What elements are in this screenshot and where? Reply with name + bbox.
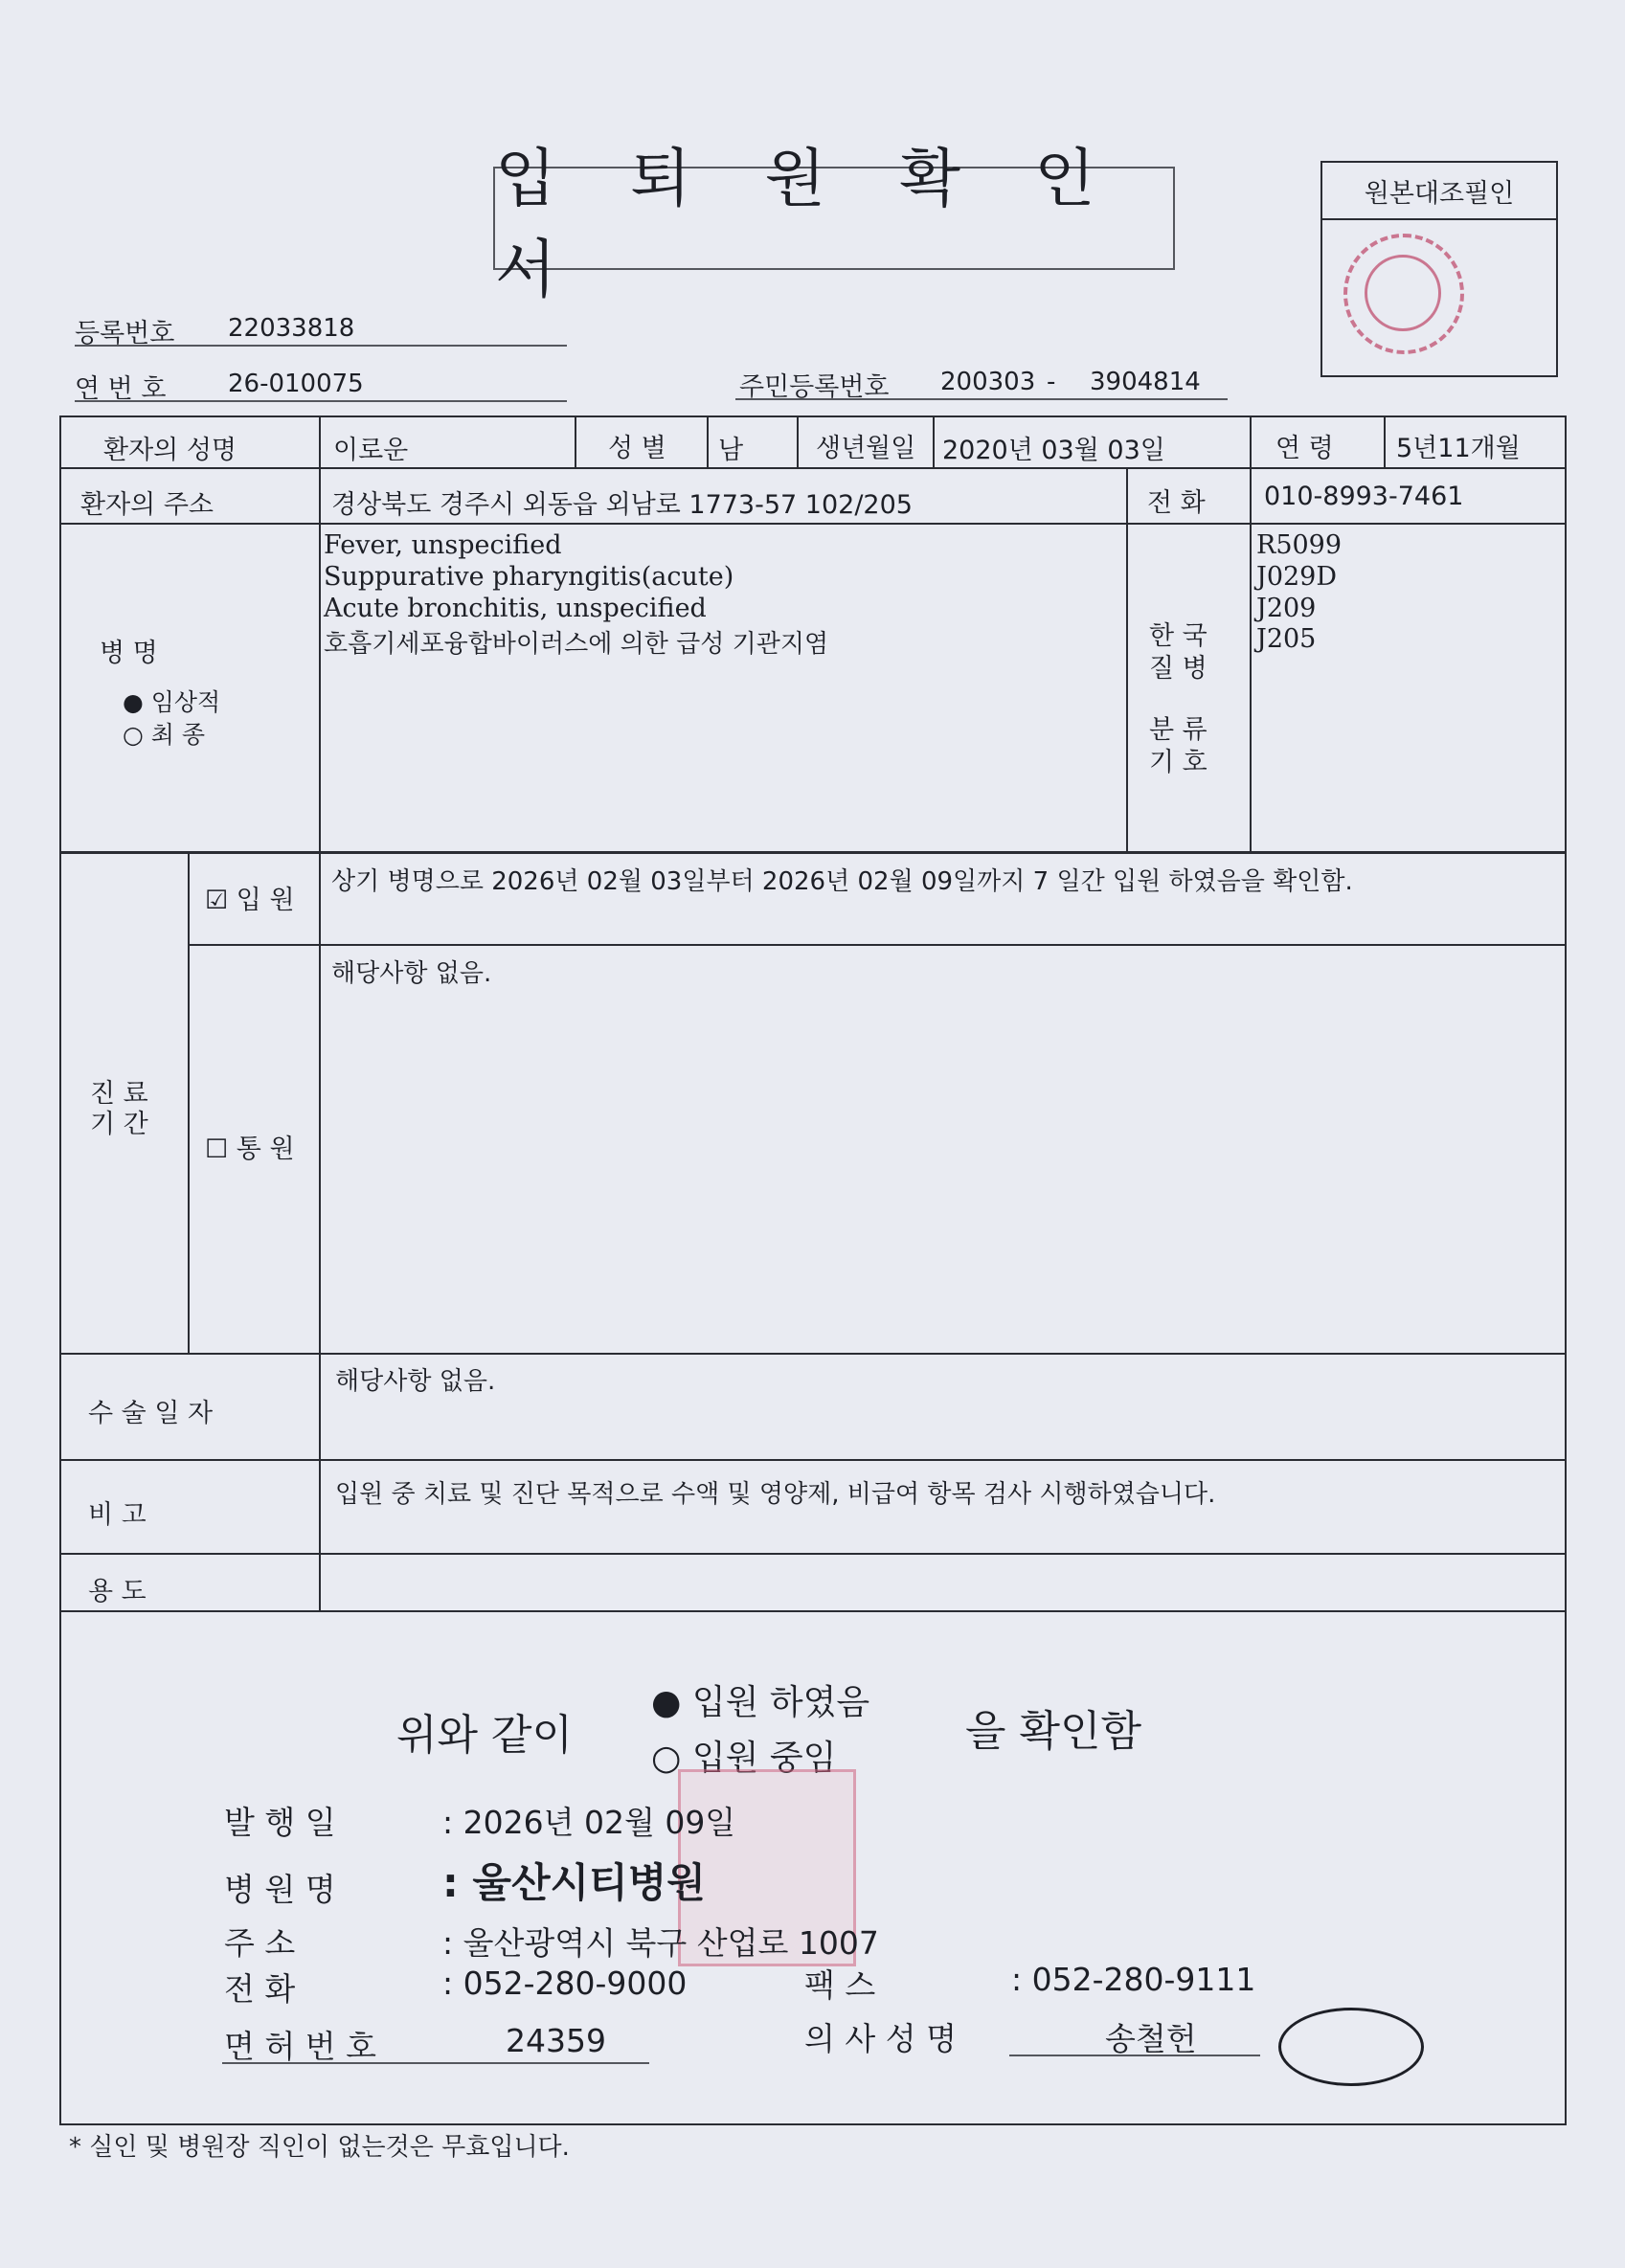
birth-label: 생년월일 [816,434,916,463]
resident-dash: - [1047,368,1056,396]
hospital-tel: : 052-280-9000 [442,1965,688,2002]
disease-code: J205 [1256,624,1317,654]
reg-no-value: 22033818 [228,314,355,343]
serial-value: 26-010075 [228,370,364,398]
hospital-address: : 울산광역시 북구 산업로 1007 [442,1924,879,1962]
surgery-text: 해당사항 없음. [335,1367,496,1396]
note-label: 비 고 [88,1500,147,1530]
age-value: 5년11개월 [1396,434,1521,463]
phone-value: 010-8993-7461 [1264,482,1464,511]
outpatient-checkbox: ☐ 통 원 [205,1134,295,1164]
doctor-name: 송철헌 [1105,2020,1197,2057]
disease-code: R5099 [1256,530,1343,560]
code-label: 질 병 [1149,654,1207,684]
diagnosis-line: Acute bronchitis, unspecified [324,594,707,623]
confirm-post: 을 확인함 [965,1707,1142,1756]
period-label: 기 간 [90,1110,148,1139]
footnote: * 실인 및 병원장 직인이 없는것은 무효입니다. [69,2133,570,2162]
inpatient-text: 상기 병명으로 2026년 02월 03일부터 2026년 02월 09일까지 7 일간 입원 하였음을 확인함. [331,867,1353,896]
diagnosis-line: 호흡기세포융합바이러스에 의한 급성 기관지염 [324,630,829,659]
license-underline [222,2062,649,2064]
resident-front: 200303 [940,368,1036,396]
confirm-admitting-radio: ○ 입원 중임 [651,1739,837,1778]
address-value: 경상북도 경주시 외동읍 외남로 1773-57 102/205 [331,490,913,520]
round-seal-icon [1343,234,1464,354]
code-label: 기 호 [1149,748,1207,777]
sex-value: 남 [718,436,744,465]
patient-name: 이로운 [333,436,409,465]
inpatient-checkbox: ☑ 입 원 [205,886,295,915]
stamp-label: 원본대조필인 [1322,163,1556,220]
resident-back: 3904814 [1090,368,1201,396]
issue-date: : 2026년 02월 09일 [442,1804,736,1841]
hospital-name: : 울산시티병원 [442,1859,706,1906]
doctor-underline [1009,2055,1260,2056]
code-label: 한 국 [1149,621,1207,651]
use-label: 용 도 [88,1577,147,1606]
hospital-fax: : 052-280-9111 [1011,1961,1256,1998]
reg-no-underline [75,345,567,347]
note-text: 입원 중 치료 및 진단 목적으로 수액 및 영양제, 비급여 항목 검사 시행하였습니다. [335,1480,1216,1509]
serial-label: 연 번 호 [75,374,167,404]
hospital-address-label: 주 소 [224,1924,296,1962]
hospital-name-label: 병 원 명 [224,1871,336,1908]
resident-label: 주민등록번호 [739,372,890,402]
age-label: 연 령 [1275,434,1334,463]
sex-label: 성 별 [608,434,666,463]
hospital-tel-label: 전 화 [224,1970,296,2008]
disease-code: J209 [1256,594,1317,623]
patient-name-label: 환자의 성명 [103,436,237,465]
diagnosis-line: Suppurative pharyngitis(acute) [324,562,734,592]
diagnosis-clinical-radio: ● 임상적 [123,688,221,716]
period-label: 진 료 [90,1079,148,1109]
confirm-admitted-radio: ● 입원 하였음 [651,1683,870,1722]
issue-date-label: 발 행 일 [224,1804,336,1841]
disease-code: J029D [1256,562,1338,592]
phone-label: 전 화 [1147,488,1206,518]
diagnosis-final-radio: ○ 최 종 [123,721,206,749]
resident-underline [735,398,1228,400]
license-number: 24359 [506,2022,606,2059]
confirm-pre: 위와 같이 [396,1711,574,1760]
diagnosis-line: Fever, unspecified [324,530,562,560]
hospital-fax-label: 팩 스 [804,1966,876,2004]
document-title: 입 퇴 원 확 인 서 [493,167,1175,270]
code-label: 분 류 [1149,715,1207,745]
diagnosis-label: 병 명 [100,639,158,668]
original-copy-stamp-box [1320,161,1558,377]
address-label: 환자의 주소 [80,490,214,520]
doctor-label: 의 사 성 명 [804,2020,957,2057]
outpatient-text: 해당사항 없음. [331,959,492,988]
birth-value: 2020년 03월 03일 [942,436,1165,465]
reg-no-label: 등록번호 [75,319,175,348]
license-label: 면 허 번 호 [224,2028,376,2065]
doctor-signature-icon [1278,2008,1424,2086]
serial-underline [75,400,567,402]
surgery-label: 수 술 일 자 [88,1399,214,1428]
